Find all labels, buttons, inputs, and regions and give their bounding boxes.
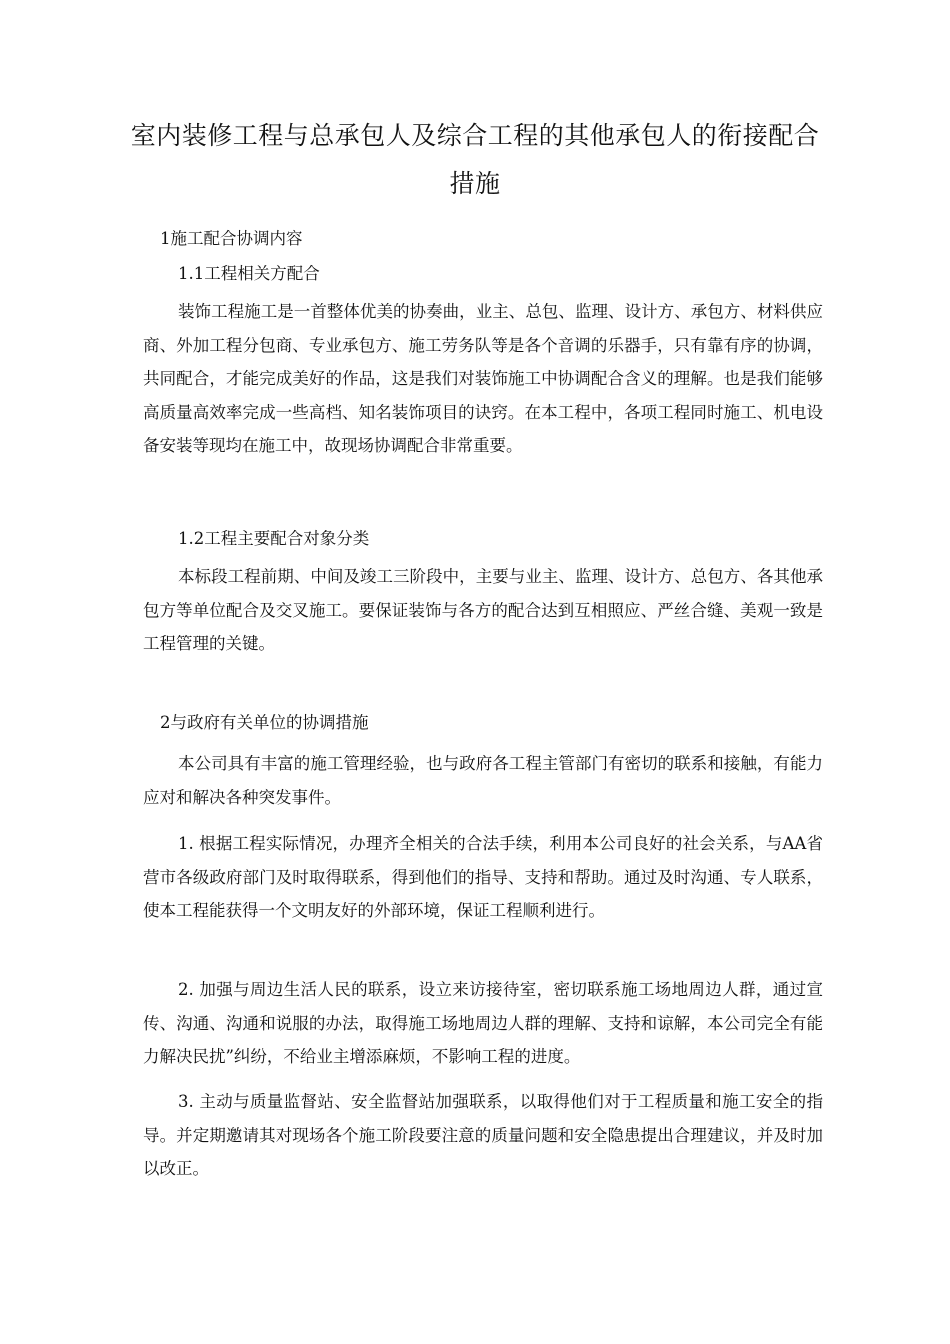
- subsection-1-2-heading: 1.2工程主要配合对象分类: [178, 529, 370, 548]
- subsection-1-2-paragraph: 本标段工程前期、中间及竣工三阶段中，主要与业主、监理、设计方、总包方、各其他承包方等单位配合及交叉施工。要保证装饰与各方的配合达到互相照应、严丝合缝、美观一致是工程管理的关键。: [143, 567, 823, 653]
- section-2-intro: 本公司具有丰富的施工管理经验，也与政府各工程主管部门有密切的联系和接触，有能力应对和解决各种突发事件。: [143, 754, 823, 807]
- document-title: 室内装修工程与总承包人及综合工程的其他承包人的衔接配合措施: [130, 121, 820, 198]
- section-2-item-1: 1. 根据工程实际情况，办理齐全相关的合法手续，利用本公司良好的社会关系，与AA省营市各级政府部门及时取得联系，得到他们的指导、支持和帮助。通过及时沟通、专人联系，使本工程能获得一个文明友好的外部环境，保证工程顺利进行。: [143, 834, 823, 920]
- section-1-heading: 1施工配合协调内容: [160, 229, 303, 248]
- section-2-item-3: 3. 主动与质量监督站、安全监督站加强联系，以取得他们对于工程质量和施工安全的指导。并定期邀请其对现场各个施工阶段要注意的质量问题和安全隐患提出合理建议，并及时加以改正。: [143, 1092, 823, 1178]
- section-2-heading: 2与政府有关单位的协调措施: [160, 713, 369, 732]
- subsection-1-1-heading: 1.1工程相关方配合: [178, 264, 320, 283]
- section-2-item-2: 2. 加强与周边生活人民的联系，设立来访接待室，密切联系施工场地周边人群，通过宣传、沟通、沟通和说服的办法，取得施工场地周边人群的理解、支持和谅解，本公司完全有能力解决民扰”纠纷，不给业主增添麻烦，不影响工程的进度。: [143, 980, 823, 1066]
- subsection-1-1-paragraph: 装饰工程施工是一首整体优美的协奏曲，业主、总包、监理、设计方、承包方、材料供应商、外加工程分包商、专业承包方、施工劳务队等是各个音调的乐器手，只有靠有序的协调，共同配合，才能完成美好的作品，这是我们对装饰施工中协调配合含义的理解。也是我们能够高质量高效率完成一些高档、知名装饰项目的诀窍。在本工程中，各项工程同时施工、机电设备安装等现均在施工中，故现场协调配合非常重要。: [143, 302, 823, 455]
